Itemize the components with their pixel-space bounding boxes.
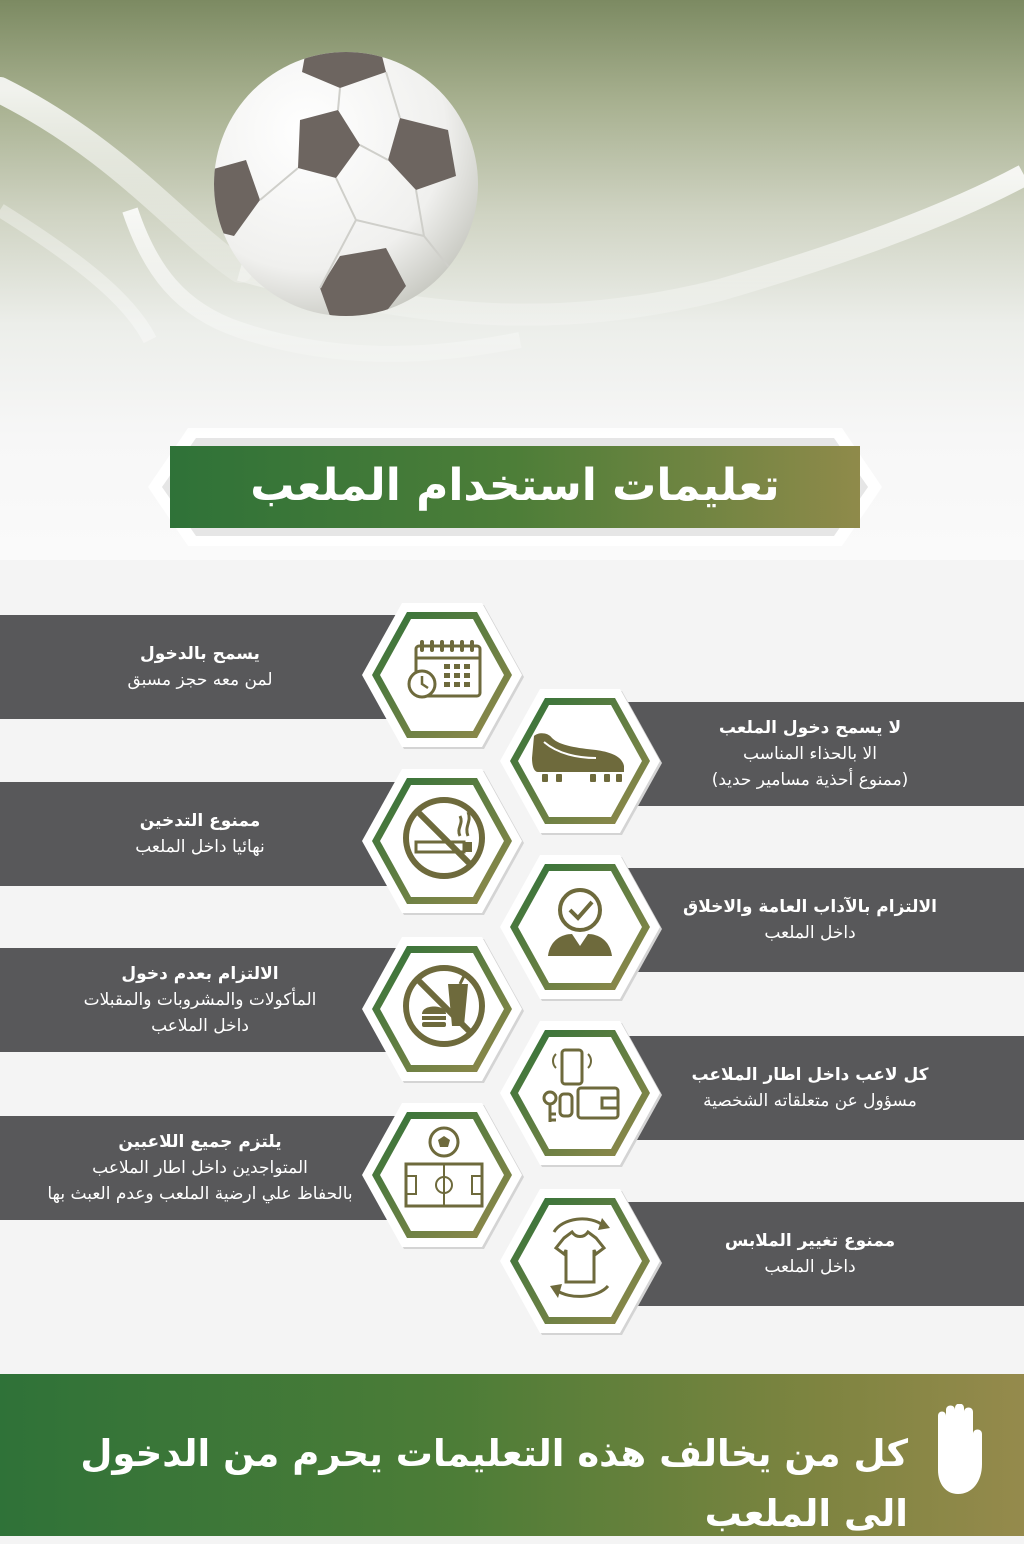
rule-6-line2: مسؤول عن متعلقاته الشخصية <box>703 1091 917 1111</box>
rule-8-title: ممنوع تغيير الملابس <box>724 1231 896 1251</box>
rule-4-title: الالتزام بالآداب العامة والاخلاق <box>683 897 937 917</box>
rule-8-line2: داخل الملعب <box>764 1257 856 1277</box>
rule-5-title: الالتزام بعدم دخول <box>121 964 279 984</box>
hero-image <box>0 0 1024 560</box>
football-image <box>210 50 482 318</box>
page-title: تعليمات استخدام الملعب <box>250 460 780 511</box>
title-banner <box>148 428 882 546</box>
rule-band-8 <box>620 1202 1024 1306</box>
rule-2-title: لا يسمح دخول الملعب <box>718 718 902 738</box>
rule-4-line2: داخل الملعب <box>764 923 856 943</box>
rule-1-title: يسمح بالدخول <box>140 644 260 664</box>
rule-2-line2: الا بالحذاء المناسب <box>743 744 877 764</box>
rule-3-line2: نهائيا داخل الملعب <box>135 837 265 857</box>
footer-banner <box>0 1374 1024 1536</box>
rule-band-3 <box>0 782 400 886</box>
rule-5-line3: داخل الملاعب <box>151 1016 249 1036</box>
rule-5-line2: المأكولات والمشروبات والمقبلات <box>83 990 317 1010</box>
rule-2-line3: (ممنوع أحذية مسامير حديد) <box>711 770 909 790</box>
rule-7-line3: بالحفاظ علي ارضية الملعب وعدم العبث بها <box>47 1184 353 1204</box>
rule-band-5 <box>0 948 400 1052</box>
rule-band-6 <box>620 1036 1024 1140</box>
rule-band-4 <box>620 868 1024 972</box>
hex-frame-8 <box>498 1186 662 1336</box>
rule-band-1 <box>0 615 400 719</box>
shirt-change-icon <box>498 1186 662 1336</box>
rule-7-line2: المتواجدين داخل اطار الملاعب <box>92 1158 308 1178</box>
rule-1-line2: لمن معه حجز مسبق <box>127 670 273 690</box>
rule-band-2 <box>620 702 1024 806</box>
rule-3-title: ممنوع التدخين <box>139 811 261 831</box>
rule-band-7 <box>0 1116 400 1220</box>
footer-warning: كل من يخالف هذه التعليمات يحرم من الدخول الى الملعب <box>80 1432 908 1535</box>
stop-hand-icon <box>928 1404 998 1496</box>
rule-7-title: يلتزم جميع اللاعبين <box>118 1132 282 1152</box>
rule-6-title: كل لاعب داخل اطار الملاعب <box>691 1065 929 1085</box>
